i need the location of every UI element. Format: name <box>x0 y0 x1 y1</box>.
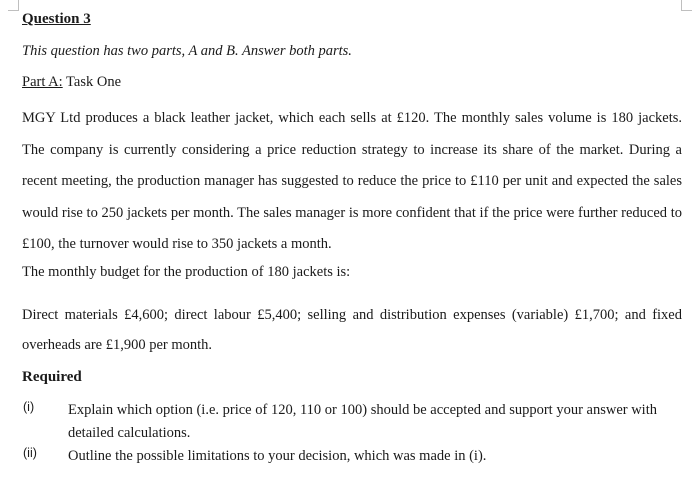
page-corner-mark-left <box>8 0 19 11</box>
question-item <box>22 445 684 468</box>
question-intro: This question has two parts, A and B. Answer both parts. <box>22 43 352 59</box>
page-corner-mark-right <box>681 0 692 11</box>
question-number: (i) <box>23 400 35 414</box>
question-title: Question 3 <box>22 11 91 27</box>
budget-details-paragraph: Direct materials £4,600; direct labour £5,400; selling and distribution expenses (variable) £1,700; and fixed overheads are £1,900 per month. <box>22 307 682 353</box>
question-text: Explain which option (i.e. price of 120, 110 or 100) should be accepted and support your answer with detailed calculations. <box>68 402 657 441</box>
budget-intro-paragraph: The monthly budget for the production of 180 jackets is: <box>22 264 351 280</box>
task-label: Task One <box>62 74 122 90</box>
required-heading: Required <box>22 369 82 385</box>
question-text: Outline the possible limitations to your decision, which was made in (i). <box>68 448 487 464</box>
question-item <box>22 399 684 445</box>
part-heading <box>22 74 121 91</box>
question-number: (ii) <box>23 446 37 460</box>
part-label: Part A: <box>22 74 63 90</box>
scenario-paragraph: MGY Ltd produces a black leather jacket, which each sells at £120. The monthly sales volume is 180 jackets. The company is currently considering a price reduction strategy to increase its share of the market. During a recent meeting, the production manager has suggested to reduce the price to £110 per unit and expected the sales would rise to 250 jackets per month. The sales manager is more confident that if the price were further reduced to £100, the turnover would rise to 350 jackets a month. <box>22 110 682 252</box>
